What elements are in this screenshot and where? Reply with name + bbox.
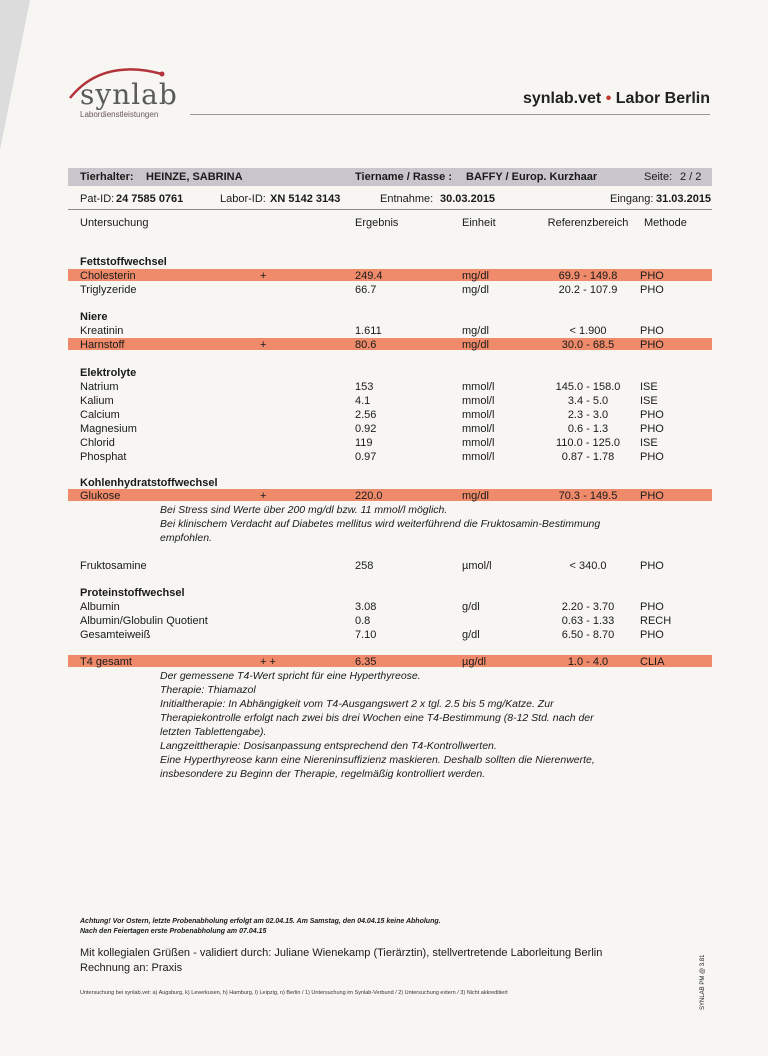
section-fett: Fettstoffwechsel — [80, 256, 167, 268]
page-number: 2 / 2 — [680, 171, 702, 183]
note-line: Der gemessene T4-Wert spricht für eine Hyperthyreose. — [160, 670, 421, 682]
table-row — [80, 324, 710, 338]
result-value: 80.6 — [355, 339, 377, 351]
result-value: 153 — [355, 381, 374, 393]
section-elektro: Elektrolyte — [80, 367, 137, 379]
table-row — [80, 600, 710, 614]
table-row — [80, 436, 710, 450]
lab-id-label: Labor-ID: — [220, 193, 266, 205]
method-code: RECH — [640, 615, 672, 627]
result-value: 258 — [355, 560, 374, 572]
reference-range: 0.87 - 1.78 — [561, 451, 615, 463]
reference-range: 1.0 - 4.0 — [567, 656, 609, 668]
table-row — [80, 628, 710, 642]
reference-range: 145.0 - 158.0 — [555, 381, 621, 393]
note-line: insbesondere zu Beginn der Therapie, regelmäßig kontrolliert werden. — [160, 768, 486, 780]
note-line: Initialtherapie: In Abhängigkeit vom T4-Ausgangswert 2 x tgl. 2.5 bis 5 mg/Katze. Zur — [160, 698, 554, 710]
test-name: Albumin — [80, 601, 120, 613]
result-unit: µg/dl — [462, 656, 487, 668]
result-value: 6.35 — [355, 656, 377, 668]
table-row — [80, 408, 710, 422]
lab-location-legend: Untersuchung bei synlab.vet: a) Augsburg, k) Leverkusen, h) Hamburg, l) Leipzig, n) Berlin / 1) Untersuchung im Synlab-Verbund / 2) Untersuchung extern / 3) Nicht akkreditiert — [80, 990, 508, 996]
method-code: PHO — [640, 284, 664, 296]
note-line: Langzeittherapie: Dosisanpassung entsprechend den T4-Kontrollwerten. — [160, 740, 497, 752]
test-name: Gesamteiweiß — [80, 629, 151, 641]
section-kohlen: Kohlenhydratstoffwechsel — [80, 477, 218, 489]
logo-subtitle: Labordienstleistungen — [80, 110, 159, 119]
reference-range: < 1.900 — [569, 325, 607, 337]
logo-word: synlab — [80, 78, 178, 111]
table-row — [80, 655, 710, 669]
result-unit: mg/dl — [462, 270, 489, 282]
result-unit: mmol/l — [462, 381, 495, 393]
note-line: empfohlen. — [160, 532, 212, 544]
table-row — [80, 450, 710, 464]
method-code: PHO — [640, 490, 664, 502]
result-unit: µmol/l — [462, 560, 492, 572]
method-code: ISE — [640, 381, 658, 393]
test-name: Albumin/Globulin Quotient — [80, 615, 208, 627]
table-row — [80, 269, 710, 283]
patient-owner-row — [80, 170, 710, 184]
reference-range: 70.3 - 149.5 — [558, 490, 618, 502]
note-line: Therapie: Thiamazol — [160, 684, 256, 696]
col-unit: Einheit — [462, 217, 496, 229]
method-code: PHO — [640, 339, 664, 351]
animal-name: BAFFY / Europ. Kurzhaar — [466, 171, 598, 183]
test-name: Fruktosamine — [80, 560, 147, 572]
result-unit: mg/dl — [462, 339, 489, 351]
result-value: 220.0 — [355, 490, 383, 502]
result-value: 4.1 — [355, 395, 371, 407]
reference-range: 0.63 - 1.33 — [561, 615, 615, 627]
reference-range: 3.4 - 5.0 — [567, 395, 609, 407]
note-line: Eine Hyperthyreose kann eine Niereninsuffizienz maskieren. Deshalb sollten die Nierenwerte, — [160, 754, 595, 766]
test-name: T4 gesamt — [80, 656, 132, 668]
result-unit: g/dl — [462, 601, 480, 613]
reference-range: 20.2 - 107.9 — [558, 284, 618, 296]
col-ref: Referenzbereich — [547, 217, 629, 229]
flag-marker: + — [260, 339, 267, 351]
owner-name: HEINZE, SABRINA — [146, 171, 243, 183]
pat-id: 24 7585 0761 — [116, 193, 184, 205]
method-code: ISE — [640, 437, 658, 449]
reference-range: 2.20 - 3.70 — [561, 601, 615, 613]
table-row — [80, 380, 710, 394]
method-code: CLIA — [640, 656, 665, 668]
lab-brand — [523, 90, 710, 108]
take-date: 30.03.2015 — [440, 193, 496, 205]
lab-id: XN 5142 3143 — [270, 193, 341, 205]
col-method: Methode — [644, 217, 687, 229]
reference-range: 30.0 - 68.5 — [561, 339, 615, 351]
owner-label: Tierhalter: — [80, 171, 134, 183]
test-name: Phosphat — [80, 451, 127, 463]
reference-range: 2.3 - 3.0 — [567, 409, 609, 421]
test-name: Harnstoff — [80, 339, 125, 351]
test-name: Natrium — [80, 381, 119, 393]
result-value: 0.8 — [355, 615, 371, 627]
header-divider — [68, 209, 712, 210]
result-unit: mg/dl — [462, 490, 489, 502]
result-value: 7.10 — [355, 629, 377, 641]
test-name: Kalium — [80, 395, 114, 407]
table-row — [80, 283, 710, 297]
take-label: Entnahme: — [380, 193, 434, 205]
method-code: PHO — [640, 325, 664, 337]
reference-range: 0.6 - 1.3 — [567, 423, 609, 435]
column-headers — [80, 216, 710, 230]
result-value: 249.4 — [355, 270, 383, 282]
note-line: Bei klinischem Verdacht auf Diabetes mellitus wird weiterführend die Fruktosamin-Bestimmung — [160, 518, 601, 530]
form-code: SYNLAB PM @ 3.81 — [700, 954, 706, 1010]
table-row — [80, 614, 710, 628]
brand-separator: • — [605, 90, 612, 107]
method-code: PHO — [640, 629, 664, 641]
page-label: Seite: — [644, 171, 673, 183]
reference-range: < 340.0 — [569, 560, 607, 572]
signature-line: Mit kollegialen Grüßen - validiert durch: Juliane Wienekamp (Tierärztin), stellvertretende Laborleitung Berlin — [80, 947, 603, 959]
method-code: PHO — [640, 560, 664, 572]
result-unit: mg/dl — [462, 284, 489, 296]
test-name: Magnesium — [80, 423, 137, 435]
method-code: PHO — [640, 270, 664, 282]
result-value: 119 — [355, 437, 373, 449]
table-row — [80, 338, 710, 352]
result-value: 1.611 — [355, 325, 382, 337]
table-row — [80, 422, 710, 436]
flag-marker: + — [260, 490, 267, 502]
test-name: Kreatinin — [80, 325, 124, 337]
test-name: Glukose — [80, 490, 121, 502]
table-row — [80, 394, 710, 408]
result-value: 3.08 — [355, 601, 377, 613]
test-name: Chlorid — [80, 437, 115, 449]
result-value: 2.56 — [355, 409, 377, 421]
patient-id-row — [80, 192, 710, 206]
flag-marker: + — [260, 270, 267, 282]
brand-name: synlab.vet — [522, 90, 602, 107]
in-label: Eingang: — [610, 193, 654, 205]
method-code: ISE — [640, 395, 658, 407]
pat-id-label: Pat-ID: — [80, 193, 115, 205]
synlab-logo — [62, 64, 182, 122]
result-value: 0.97 — [355, 451, 377, 463]
pickup-notice-2: Nach den Feiertagen erste Probenabholung am 07.04.15 — [80, 928, 267, 935]
reference-range: 6.50 - 8.70 — [561, 629, 615, 641]
col-result: Ergebnis — [355, 217, 399, 229]
note-line: Therapiekontrolle erfolgt nach zwei bis drei Wochen eine T4-Bestimmung (8-12 Std. nach der — [160, 712, 594, 724]
result-unit: mmol/l — [462, 451, 495, 463]
col-test: Untersuchung — [80, 217, 149, 229]
reference-range: 110.0 - 125.0 — [555, 437, 620, 449]
table-row — [80, 489, 710, 503]
note-line: letzten Tablettengabe). — [160, 726, 267, 738]
method-code: PHO — [640, 423, 664, 435]
test-name: Cholesterin — [80, 270, 136, 282]
result-value: 0.92 — [355, 423, 377, 435]
folded-corner — [0, 0, 30, 150]
section-protein: Proteinstoffwechsel — [80, 587, 185, 599]
billing-line: Rechnung an: Praxis — [80, 962, 183, 974]
flag-marker: + + — [260, 656, 276, 668]
in-date: 31.03.2015 — [656, 193, 712, 205]
result-value: 66.7 — [355, 284, 377, 296]
result-unit: mmol/l — [462, 395, 495, 407]
brand-lab: Labor Berlin — [615, 90, 710, 107]
result-unit: mmol/l — [462, 423, 495, 435]
result-unit: mmol/l — [462, 437, 495, 449]
note-line: Bei Stress sind Werte über 200 mg/dl bzw. 11 mmol/l möglich. — [160, 504, 448, 516]
table-row — [80, 559, 710, 573]
result-unit: mg/dl — [462, 325, 489, 337]
reference-range: 69.9 - 149.8 — [558, 270, 618, 282]
brand-divider — [190, 114, 710, 115]
test-name: Triglyzeride — [80, 284, 137, 296]
pickup-notice-1: Achtung! Vor Ostern, letzte Probenabholung erfolgt am 02.04.15. Am Samstag, den 04.04.15 keine Abholung. — [80, 918, 441, 925]
result-unit: g/dl — [462, 629, 480, 641]
animal-label: Tiername / Rasse : — [355, 171, 453, 183]
method-code: PHO — [640, 451, 664, 463]
test-name: Calcium — [80, 409, 120, 421]
method-code: PHO — [640, 409, 664, 421]
section-niere: Niere — [80, 311, 108, 323]
result-unit: mmol/l — [462, 409, 495, 421]
method-code: PHO — [640, 601, 664, 613]
